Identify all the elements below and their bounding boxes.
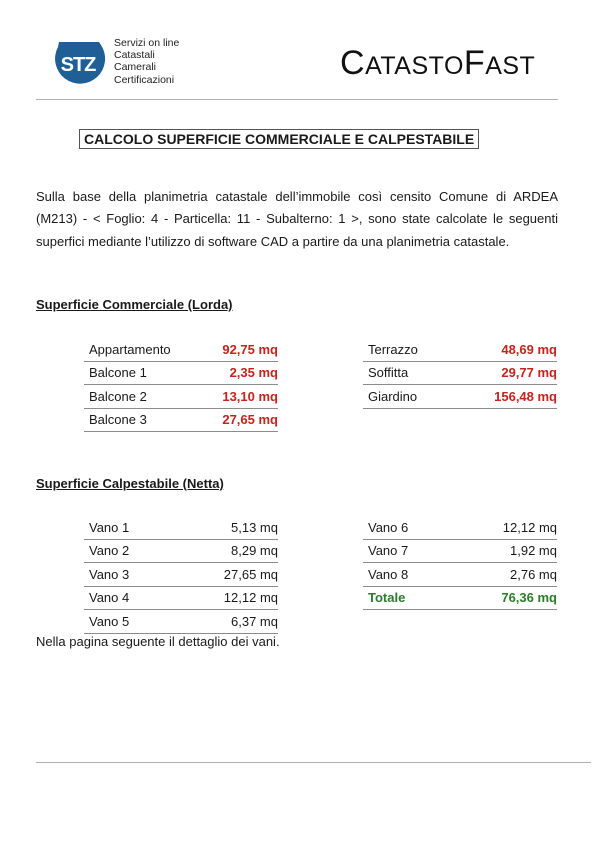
row-value: 2,76 mq — [450, 563, 557, 587]
row-label: Vano 3 — [84, 563, 172, 587]
tagline-line: Catastali — [114, 49, 155, 62]
section-heading-calpestabile: Superficie Calpestabile (Netta) — [36, 476, 224, 491]
footer-note: Nella pagina seguente il dettaglio dei vani. — [36, 634, 280, 649]
commerciale-table-right — [363, 338, 557, 409]
header-divider — [36, 99, 558, 100]
page-title: CALCOLO SUPERFICIE COMMERCIALE E CALPESTABILE — [79, 129, 479, 149]
total-row — [363, 586, 557, 610]
table-row — [84, 586, 278, 610]
row-value: 156,48 mq — [453, 385, 557, 409]
row-label: Terrazzo — [363, 338, 453, 361]
row-label: Vano 5 — [84, 610, 172, 634]
total-label: Totale — [363, 586, 450, 610]
row-value: 2,35 mq — [202, 361, 278, 385]
calpestabile-table-right — [363, 516, 557, 610]
brand-initial: F — [463, 44, 486, 82]
row-label: Appartamento — [84, 338, 202, 361]
row-value: 1,92 mq — [450, 539, 557, 563]
row-label: Giardino — [363, 385, 453, 409]
row-label: Vano 8 — [363, 563, 450, 587]
table-row — [84, 516, 278, 539]
row-value: 8,29 mq — [172, 539, 278, 563]
row-value: 5,13 mq — [172, 516, 278, 539]
table-row — [84, 563, 278, 587]
tagline-line: Camerali — [114, 61, 157, 74]
table-row — [363, 385, 557, 409]
row-value: 6,37 mq — [172, 610, 278, 634]
row-value: 29,77 mq — [453, 361, 557, 385]
table-row — [84, 361, 278, 385]
tagline-line: Servizi on line — [114, 37, 180, 49]
table-row — [363, 338, 557, 361]
brand-smallcaps: ATASTO — [365, 52, 464, 80]
total-value: 76,36 mq — [450, 586, 557, 610]
row-label: Vano 6 — [363, 516, 450, 539]
row-label: Balcone 1 — [84, 361, 202, 385]
row-label: Balcone 2 — [84, 385, 202, 409]
row-value: 48,69 mq — [453, 338, 557, 361]
table-row — [84, 385, 278, 409]
table-row — [363, 539, 557, 563]
row-value: 13,10 mq — [202, 385, 278, 409]
row-label: Vano 2 — [84, 539, 172, 563]
row-label: Balcone 3 — [84, 408, 202, 432]
tagline-line: Certificazioni — [114, 73, 175, 86]
calpestabile-table-left — [84, 516, 278, 634]
table-row — [84, 408, 278, 432]
intro-paragraph: Sulla base della planimetria catastale dell’immobile così censito Comune di ARDEA (M213) - < Foglio: 4 - Particella: 11 - Subalterno: 1 >, sono state calcolate le seguenti superfici mediante l’utilizzo di software CAD a partire da una planimetria catastale. — [36, 189, 558, 249]
row-label: Soffitta — [363, 361, 453, 385]
row-value: 12,12 mq — [172, 586, 278, 610]
row-label: Vano 1 — [84, 516, 172, 539]
tagline — [114, 37, 179, 86]
row-label: Vano 7 — [363, 539, 450, 563]
row-value: 12,12 mq — [450, 516, 557, 539]
table-row — [363, 516, 557, 539]
svg-text:STZ: STZ — [60, 54, 96, 76]
commerciale-table-left — [84, 338, 278, 432]
table-row — [363, 563, 557, 587]
brand-initial: C — [340, 44, 366, 82]
row-label: Vano 4 — [84, 586, 172, 610]
table-row — [84, 338, 278, 361]
brand-name — [340, 44, 535, 83]
table-row — [84, 610, 278, 634]
row-value: 27,65 mq — [202, 408, 278, 432]
section-heading-commerciale: Superficie Commerciale (Lorda) — [36, 297, 233, 312]
row-value: 92,75 mq — [202, 338, 278, 361]
table-row — [84, 539, 278, 563]
table-row — [363, 361, 557, 385]
stz-logo-icon — [50, 36, 106, 88]
brand-smallcaps: AST — [485, 52, 536, 80]
footer-divider — [36, 762, 591, 763]
row-value: 27,65 mq — [172, 563, 278, 587]
